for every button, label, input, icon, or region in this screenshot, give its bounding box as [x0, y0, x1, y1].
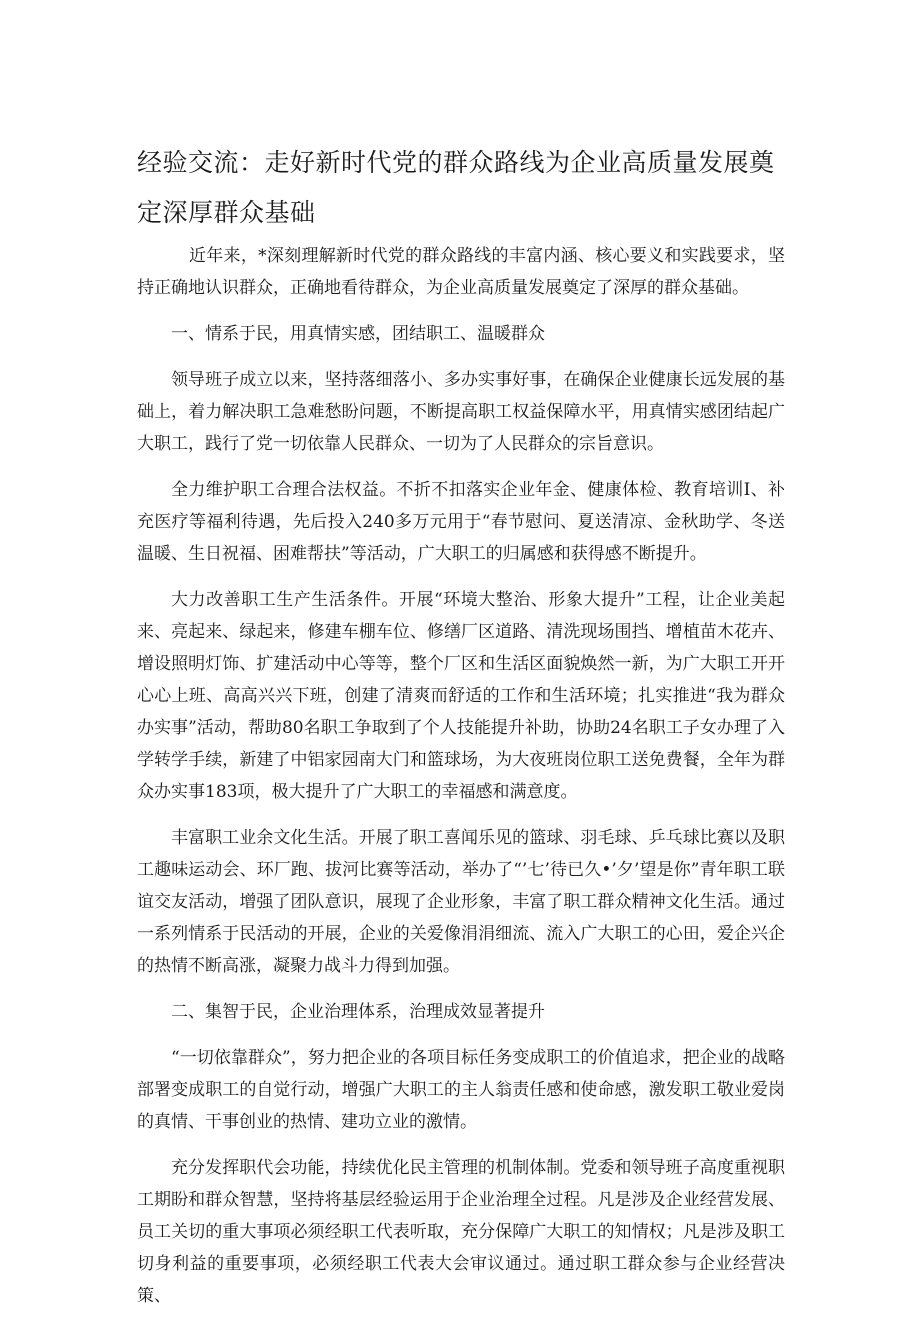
intro-paragraph: 近年来，*深刻理解新时代党的群众路线的丰富内涵、核心要义和实践要求，坚持正确地认识群众，正确地看待群众，为企业高质量发展奠定了深厚的群众基础。 — [137, 246, 785, 298]
section-1-paragraph: 大力改善职工生产生活条件。开展“环境大整治、形象大提升”工程，让企业美起来、亮起来、绿起来，修建车棚车位、修缮厂区道路、清洗现场围挡、增植苗木花卉、增设照明灯饰、扩建活动中心等等，整个厂区和生活区面貌焕然一新，为广大职工开开心心上班、高高兴兴下班，创建了清爽而舒适的工作和生活环境；扎实推进“我为群众办实事”活动，帮助80名职工争取到了个人技能提升补助，协助24名职工子女办理了入学转学手续，新建了中铝家园南大门和篮球场，为大夜班岗位职工送免费餐，全年为群众办实事183项，极大提升了广大职工的幸福感和满意度。 — [137, 590, 785, 802]
section-2-heading: 二、集智于民，企业治理体系，治理成效显著提升 — [171, 1002, 545, 1022]
section-2-paragraph: 充分发挥职代会功能，持续优化民主管理的机制体制。党委和领导班子高度重视职工期盼和群众智慧，坚持将基层经验运用于企业治理全过程。凡是涉及企业经营发展、员工关切的重大事项必须经职工代表听取，充分保障广大职工的知情权；凡是涉及职工切身利益的重要事项，必须经职工代表大会审议通过。通过职工群众参与企业经营决策、 — [137, 1158, 785, 1306]
section-2-paragraph: “一切依靠群众”，努力把企业的各项目标任务变成职工的价值追求，把企业的战略部署变成职工的自觉行动，增强广大职工的主人翁责任感和使命感，激发职工敬业爱岗的真情、干事创业的热情、建功立业的激情。 — [137, 1048, 785, 1132]
section-1-paragraph: 领导班子成立以来，坚持落细落小、多办实事好事，在确保企业健康长远发展的基础上，着力解决职工急难愁盼问题，不断提高职工权益保障水平，用真情实感团结起广大职工，践行了党一切依靠人民群众、一切为了人民群众的宗旨意识。 — [137, 370, 785, 454]
document-body — [137, 240, 785, 1326]
section-1-heading: 一、情系于民，用真情实感，团结职工、温暖群众 — [171, 324, 545, 344]
section-1-paragraph: 全力维护职工合理合法权益。不折不扣落实企业年金、健康体检、教育培训I、补充医疗等福利待遇，先后投入240多万元用于“春节慰问、夏送清凉、金秋助学、冬送温暖、生日祝福、困难帮扶”等活动，广大职工的归属感和获得感不断提升。 — [137, 480, 785, 564]
section-1-paragraph: 丰富职工业余文化生活。开展了职工喜闻乐见的篮球、羽毛球、乒乓球比赛以及职工趣味运动会、环厂跑、拔河比赛等活动，举办了“’七’待已久•’夕’望是你”青年职工联谊交友活动，增强了团队意识，展现了企业形象，丰富了职工群众精神文化生活。通过一系列情系于民活动的开展，企业的关爱像涓涓细流、流入广大职工的心田，爱企兴企的热情不断高涨，凝聚力战斗力得到加强。 — [137, 828, 785, 976]
document-title: 经验交流：走好新时代党的群众路线为企业高质量发展奠定深厚群众基础 — [137, 148, 775, 227]
